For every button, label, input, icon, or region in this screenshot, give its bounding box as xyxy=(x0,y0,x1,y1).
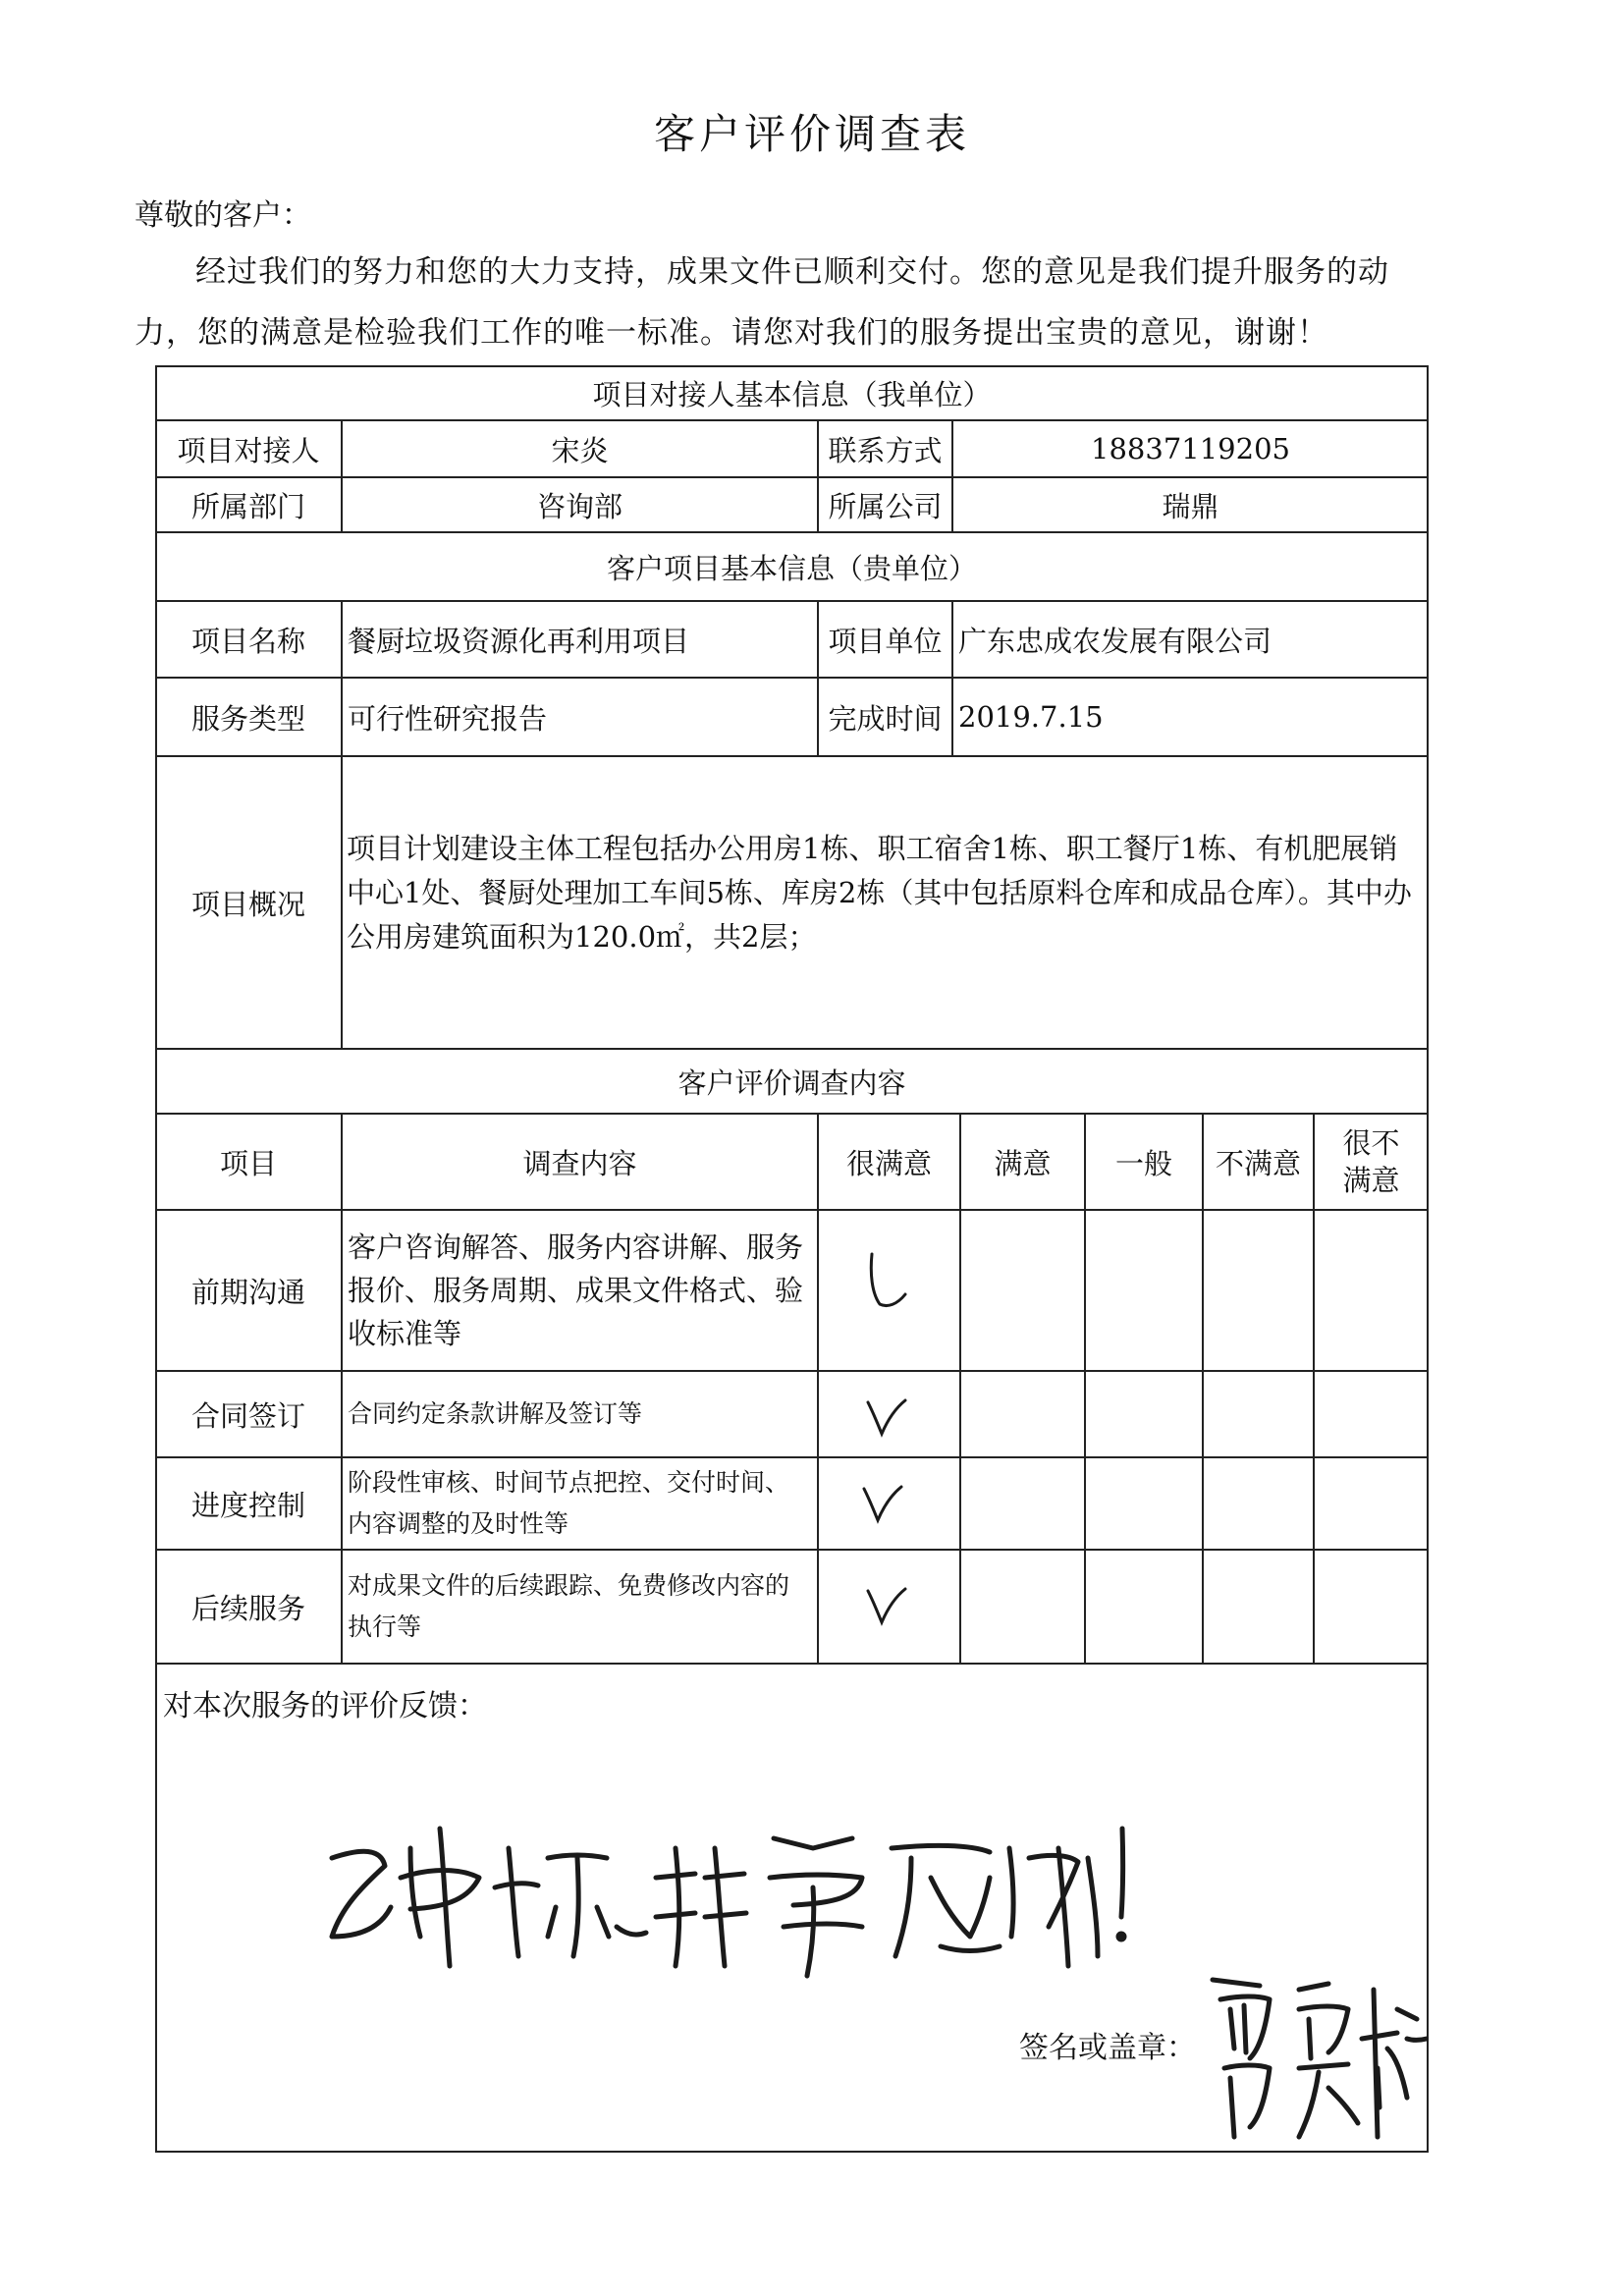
signature-label: 签名或盖章： xyxy=(1019,2031,1196,2065)
handwritten-signature xyxy=(1201,1950,1429,2157)
survey-row-content: 阶段性审核、时间节点把控、交付时间、内容调整的及时性等 xyxy=(348,1468,790,1538)
project-unit-label: 项目单位 xyxy=(828,624,943,658)
survey-row-item: 进度控制 xyxy=(190,1488,305,1522)
intro-paragraph: 经过我们的努力和您的大力支持，成果文件已顺利交付。您的意见是我们提升服务的动力，您的满意是检验我们工作的唯一标准。请您对我们的服务提出宝贵的意见，谢谢！ xyxy=(135,254,1389,351)
section-header-client-unit: 客户项目基本信息（贵单位） xyxy=(606,551,977,585)
col-header-item: 项目 xyxy=(219,1146,277,1180)
col-header-average: 一般 xyxy=(1114,1146,1172,1180)
col-header-very-satisfied: 很满意 xyxy=(845,1146,932,1180)
project-name-label: 项目名称 xyxy=(190,624,305,658)
contact-person-label: 项目对接人 xyxy=(177,433,320,467)
survey-form-table xyxy=(155,365,1429,2153)
service-type-value: 可行性研究报告 xyxy=(348,701,548,736)
completion-time-label: 完成时间 xyxy=(828,701,943,736)
survey-row-item: 后续服务 xyxy=(190,1591,305,1625)
col-header-very-unsatisfied xyxy=(1314,1114,1429,1210)
overview-text: 项目计划建设主体工程包括办公用房1栋、职工宿舍1栋、职工餐厅1栋、有机肥展销中心1处、餐厨处理加工车间5栋、库房2栋（其中包括原料仓库和成品仓库）。其中办公用房建筑面积为120.0㎡，共2层； xyxy=(347,832,1412,954)
company-value: 瑞鼎 xyxy=(1162,489,1219,523)
overview-label: 项目概况 xyxy=(190,887,305,921)
survey-row-content: 合同约定条款讲解及签订等 xyxy=(348,1399,643,1428)
survey-row-content: 对成果文件的后续跟踪、免费修改内容的执行等 xyxy=(348,1571,790,1641)
handwritten-feedback xyxy=(302,1789,1147,1986)
project-unit-value: 广东忠成农发展有限公司 xyxy=(958,624,1272,658)
contact-person-value: 宋炎 xyxy=(551,433,609,467)
dept-value: 咨询部 xyxy=(536,489,623,523)
section-header-survey: 客户评价调查内容 xyxy=(677,1066,906,1100)
survey-row-content: 客户咨询解答、服务内容讲解、服务报价、服务周期、成果文件格式、验收标准等 xyxy=(348,1230,804,1350)
handwritten-check-mark xyxy=(864,1249,913,1318)
project-name-value: 餐厨垃圾资源化再利用项目 xyxy=(348,624,690,658)
col-header-very-unsatisfied-line1: 很不 xyxy=(1342,1126,1400,1160)
handwritten-check-mark xyxy=(862,1394,911,1444)
document-title: 客户评价调查表 xyxy=(653,110,970,158)
contact-phone-label: 联系方式 xyxy=(828,433,943,467)
handwritten-check-mark xyxy=(862,1583,911,1632)
section-header-our-unit: 项目对接人基本信息（我单位） xyxy=(592,377,992,411)
col-header-content: 调查内容 xyxy=(522,1146,637,1180)
survey-row-item: 合同签订 xyxy=(190,1398,305,1433)
handwritten-check-mark xyxy=(858,1481,907,1530)
company-label: 所属公司 xyxy=(828,489,943,523)
col-header-satisfied: 满意 xyxy=(994,1146,1052,1180)
survey-row-item: 前期沟通 xyxy=(190,1275,305,1309)
salutation: 尊敬的客户： xyxy=(135,198,311,233)
contact-phone-value: 18837119205 xyxy=(1091,432,1290,465)
col-header-unsatisfied: 不满意 xyxy=(1215,1146,1301,1180)
feedback-label: 对本次服务的评价反馈： xyxy=(163,1689,487,1723)
completion-time-value: 2019.7.15 xyxy=(958,700,1104,734)
service-type-label: 服务类型 xyxy=(190,701,305,736)
dept-label: 所属部门 xyxy=(190,489,305,523)
col-header-very-unsatisfied-line2: 满意 xyxy=(1342,1164,1400,1197)
